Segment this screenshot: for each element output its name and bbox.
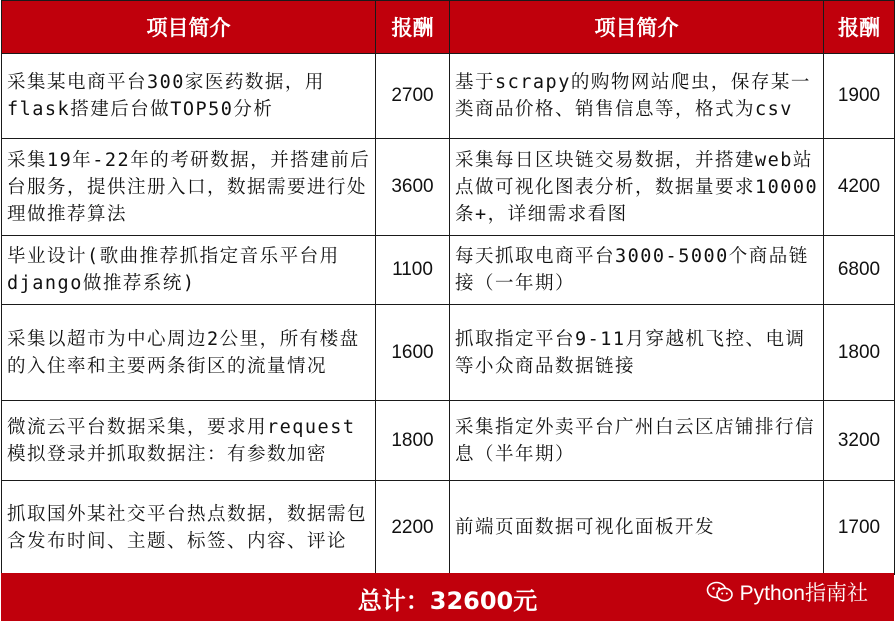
header-project-intro-left: 项目简介 [2, 1, 376, 54]
project-pay: 1600 [376, 305, 450, 401]
table-row [2, 139, 895, 236]
total-footer [1, 573, 894, 621]
table-row [2, 236, 895, 305]
project-pay: 4200 [824, 139, 895, 236]
project-table-container [1, 0, 894, 621]
project-pay: 1900 [824, 54, 895, 139]
header-row [2, 1, 895, 54]
table-row [2, 401, 895, 481]
header-project-intro-right: 项目简介 [450, 1, 824, 54]
project-pay: 1100 [376, 236, 450, 305]
header-pay-left: 报酬 [376, 1, 450, 54]
table-row [2, 54, 895, 139]
wechat-icon [706, 581, 734, 603]
project-pay: 2200 [376, 481, 450, 575]
project-table [1, 0, 895, 575]
project-pay: 1800 [824, 305, 895, 401]
project-description: 采集19年-22年的考研数据，并搭建前后台服务，提供注册入口，数据需要进行处理做推荐算法 [2, 139, 376, 236]
project-description: 毕业设计(歌曲推荐抓指定音乐平台用django做推荐系统) [2, 236, 376, 305]
project-pay: 2700 [376, 54, 450, 139]
project-pay: 6800 [824, 236, 895, 305]
project-description: 基于scrapy的购物网站爬虫，保存某一类商品价格、销售信息等，格式为csv [450, 54, 824, 139]
project-description: 每天抓取电商平台3000-5000个商品链接（一年期） [450, 236, 824, 305]
project-description: 微流云平台数据采集，要求用request模拟登录并抓取数据注：有参数加密 [2, 401, 376, 481]
project-pay: 3200 [824, 401, 895, 481]
table-row [2, 305, 895, 401]
watermark-text: Python指南社 [739, 582, 868, 605]
project-description: 采集以超市为中心周边2公里，所有楼盘的入住率和主要两条街区的流量情况 [2, 305, 376, 401]
project-pay: 3600 [376, 139, 450, 236]
total-amount: 总计：32600元 [357, 587, 538, 615]
project-pay: 1800 [376, 401, 450, 481]
header-pay-right: 报酬 [824, 1, 895, 54]
watermark [706, 577, 868, 607]
project-description: 抓取指定平台9-11月穿越机飞控、电调等小众商品数据链接 [450, 305, 824, 401]
project-description: 抓取国外某社交平台热点数据，数据需包含发布时间、主题、标签、内容、评论 [2, 481, 376, 575]
table-row [2, 481, 895, 575]
project-description: 采集某电商平台300家医药数据，用flask搭建后台做TOP50分析 [2, 54, 376, 139]
project-description: 采集每日区块链交易数据，并搭建web站点做可视化图表分析，数据量要求10000条+，详细需求看图 [450, 139, 824, 236]
project-description: 采集指定外卖平台广州白云区店铺排行信息（半年期） [450, 401, 824, 481]
project-pay: 1700 [824, 481, 895, 575]
project-description: 前端页面数据可视化面板开发 [450, 481, 824, 575]
